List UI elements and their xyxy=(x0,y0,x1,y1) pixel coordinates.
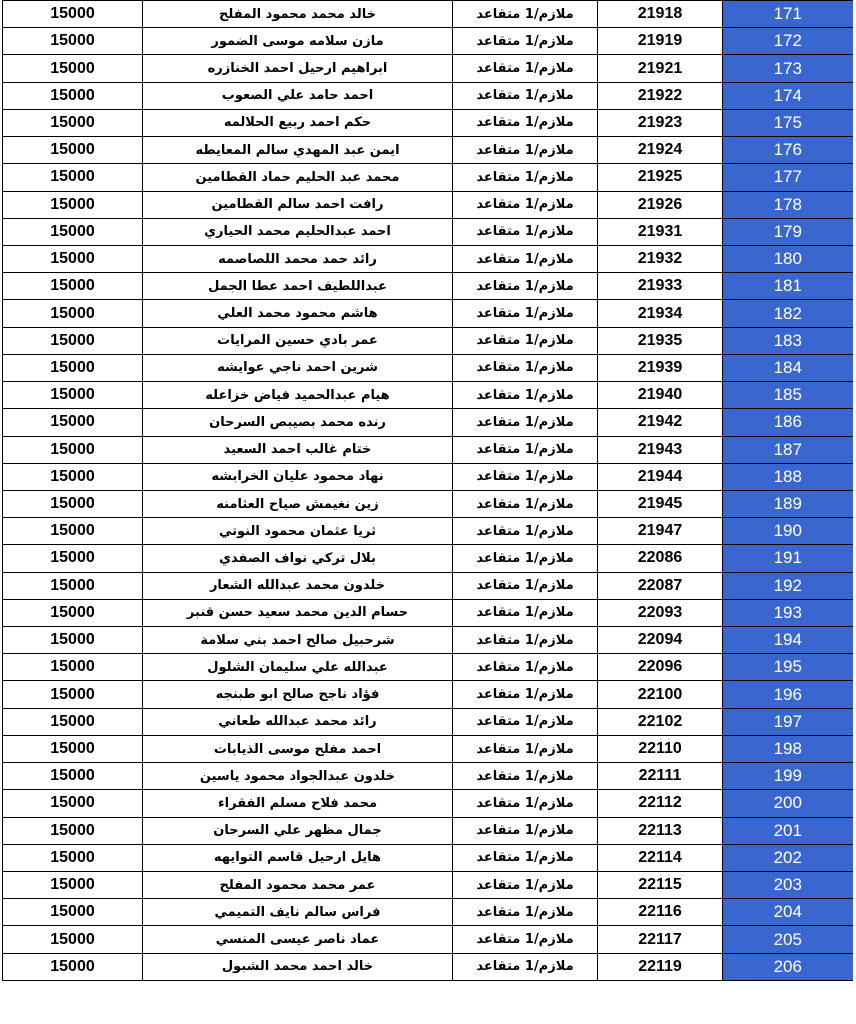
records-table xyxy=(2,0,853,981)
sequence-number-cell: 174 xyxy=(723,82,853,109)
table-row xyxy=(3,735,853,762)
code-cell: 21931 xyxy=(598,218,723,245)
sequence-number-cell: 201 xyxy=(723,817,853,844)
rank-cell: ملازم/1 متقاعد xyxy=(453,109,598,136)
amount-cell: 15000 xyxy=(3,708,143,735)
code-cell: 22113 xyxy=(598,817,723,844)
code-cell: 22114 xyxy=(598,844,723,871)
rank-cell: ملازم/1 متقاعد xyxy=(453,28,598,55)
rank-cell: ملازم/1 متقاعد xyxy=(453,599,598,626)
name-cell: احمد مفلح موسى الذيابات xyxy=(143,735,453,762)
code-cell: 22110 xyxy=(598,735,723,762)
amount-cell: 15000 xyxy=(3,844,143,871)
table-row xyxy=(3,763,853,790)
name-cell: رنده محمد بصيبص السرحان xyxy=(143,409,453,436)
records-table-body xyxy=(3,1,853,981)
sequence-number-cell: 173 xyxy=(723,55,853,82)
sequence-number-cell: 194 xyxy=(723,627,853,654)
rank-cell: ملازم/1 متقاعد xyxy=(453,735,598,762)
amount-cell: 15000 xyxy=(3,273,143,300)
code-cell: 22111 xyxy=(598,763,723,790)
rank-cell: ملازم/1 متقاعد xyxy=(453,490,598,517)
name-cell: احمد حامد علي الصعوب xyxy=(143,82,453,109)
amount-cell: 15000 xyxy=(3,82,143,109)
sequence-number-cell: 171 xyxy=(723,1,853,28)
sequence-number-cell: 177 xyxy=(723,164,853,191)
name-cell: خلدون عبدالجواد محمود ياسين xyxy=(143,763,453,790)
rank-cell: ملازم/1 متقاعد xyxy=(453,817,598,844)
sequence-number-cell: 185 xyxy=(723,382,853,409)
table-row xyxy=(3,844,853,871)
amount-cell: 15000 xyxy=(3,953,143,980)
amount-cell: 15000 xyxy=(3,55,143,82)
sequence-number-cell: 187 xyxy=(723,436,853,463)
name-cell: جمال مظهر علي السرحان xyxy=(143,817,453,844)
rank-cell: ملازم/1 متقاعد xyxy=(453,164,598,191)
rank-cell: ملازم/1 متقاعد xyxy=(453,899,598,926)
amount-cell: 15000 xyxy=(3,409,143,436)
rank-cell: ملازم/1 متقاعد xyxy=(453,953,598,980)
rank-cell: ملازم/1 متقاعد xyxy=(453,191,598,218)
table-row xyxy=(3,245,853,272)
rank-cell: ملازم/1 متقاعد xyxy=(453,137,598,164)
rank-cell: ملازم/1 متقاعد xyxy=(453,926,598,953)
rank-cell: ملازم/1 متقاعد xyxy=(453,545,598,572)
rank-cell: ملازم/1 متقاعد xyxy=(453,300,598,327)
rank-cell: ملازم/1 متقاعد xyxy=(453,82,598,109)
rank-cell: ملازم/1 متقاعد xyxy=(453,273,598,300)
table-row xyxy=(3,109,853,136)
amount-cell: 15000 xyxy=(3,681,143,708)
table-row xyxy=(3,55,853,82)
sequence-number-cell: 179 xyxy=(723,218,853,245)
table-row xyxy=(3,273,853,300)
rank-cell: ملازم/1 متقاعد xyxy=(453,654,598,681)
code-cell: 21933 xyxy=(598,273,723,300)
sequence-number-cell: 192 xyxy=(723,572,853,599)
name-cell: عمر محمد محمود المفلح xyxy=(143,872,453,899)
amount-cell: 15000 xyxy=(3,191,143,218)
name-cell: هاشم محمود محمد العلي xyxy=(143,300,453,327)
code-cell: 22093 xyxy=(598,599,723,626)
name-cell: حكم احمد ربيع الحلالمه xyxy=(143,109,453,136)
table-row xyxy=(3,191,853,218)
table-row xyxy=(3,300,853,327)
table-row xyxy=(3,354,853,381)
table-row xyxy=(3,137,853,164)
code-cell: 22112 xyxy=(598,790,723,817)
code-cell: 22119 xyxy=(598,953,723,980)
table-row xyxy=(3,1,853,28)
sequence-number-cell: 203 xyxy=(723,872,853,899)
code-cell: 21945 xyxy=(598,490,723,517)
amount-cell: 15000 xyxy=(3,327,143,354)
table-row xyxy=(3,545,853,572)
rank-cell: ملازم/1 متقاعد xyxy=(453,763,598,790)
name-cell: مازن سلامه موسى الضمور xyxy=(143,28,453,55)
amount-cell: 15000 xyxy=(3,245,143,272)
rank-cell: ملازم/1 متقاعد xyxy=(453,844,598,871)
rank-cell: ملازم/1 متقاعد xyxy=(453,55,598,82)
code-cell: 21924 xyxy=(598,137,723,164)
sequence-number-cell: 198 xyxy=(723,735,853,762)
code-cell: 21922 xyxy=(598,82,723,109)
code-cell: 21925 xyxy=(598,164,723,191)
sequence-number-cell: 206 xyxy=(723,953,853,980)
code-cell: 21919 xyxy=(598,28,723,55)
code-cell: 21926 xyxy=(598,191,723,218)
code-cell: 21940 xyxy=(598,382,723,409)
amount-cell: 15000 xyxy=(3,817,143,844)
name-cell: زين نغيمش صياح العثامنه xyxy=(143,490,453,517)
code-cell: 21942 xyxy=(598,409,723,436)
rank-cell: ملازم/1 متقاعد xyxy=(453,382,598,409)
name-cell: حسام الدين محمد سعيد حسن قنبر xyxy=(143,599,453,626)
sequence-number-cell: 175 xyxy=(723,109,853,136)
sequence-number-cell: 184 xyxy=(723,354,853,381)
name-cell: خلدون محمد عبدالله الشعار xyxy=(143,572,453,599)
sequence-number-cell: 182 xyxy=(723,300,853,327)
code-cell: 21947 xyxy=(598,518,723,545)
name-cell: محمد عبد الحليم حماد القطامين xyxy=(143,164,453,191)
name-cell: رافت احمد سالم القطامين xyxy=(143,191,453,218)
amount-cell: 15000 xyxy=(3,627,143,654)
sequence-number-cell: 199 xyxy=(723,763,853,790)
sequence-number-cell: 200 xyxy=(723,790,853,817)
table-row xyxy=(3,164,853,191)
rank-cell: ملازم/1 متقاعد xyxy=(453,872,598,899)
table-row xyxy=(3,327,853,354)
amount-cell: 15000 xyxy=(3,436,143,463)
name-cell: ختام غالب احمد السعيد xyxy=(143,436,453,463)
name-cell: عماد ناصر عيسى المنسي xyxy=(143,926,453,953)
name-cell: شرين احمد ناجي عوايشه xyxy=(143,354,453,381)
name-cell: عمر بادي حسين المرايات xyxy=(143,327,453,354)
table-row xyxy=(3,382,853,409)
code-cell: 21932 xyxy=(598,245,723,272)
name-cell: ابراهيم ارحيل احمد الخنازره xyxy=(143,55,453,82)
table-row xyxy=(3,926,853,953)
amount-cell: 15000 xyxy=(3,872,143,899)
code-cell: 22115 xyxy=(598,872,723,899)
code-cell: 22116 xyxy=(598,899,723,926)
table-row xyxy=(3,490,853,517)
table-row xyxy=(3,572,853,599)
name-cell: خالد محمد محمود المفلح xyxy=(143,1,453,28)
sequence-number-cell: 183 xyxy=(723,327,853,354)
rank-cell: ملازم/1 متقاعد xyxy=(453,1,598,28)
name-cell: رائد محمد عبدالله طعاني xyxy=(143,708,453,735)
sequence-number-cell: 189 xyxy=(723,490,853,517)
amount-cell: 15000 xyxy=(3,463,143,490)
rank-cell: ملازم/1 متقاعد xyxy=(453,436,598,463)
sequence-number-cell: 191 xyxy=(723,545,853,572)
table-row xyxy=(3,436,853,463)
amount-cell: 15000 xyxy=(3,572,143,599)
code-cell: 21934 xyxy=(598,300,723,327)
amount-cell: 15000 xyxy=(3,28,143,55)
name-cell: عبدالله علي سليمان الشلول xyxy=(143,654,453,681)
table-row xyxy=(3,627,853,654)
table-row xyxy=(3,708,853,735)
sequence-number-cell: 204 xyxy=(723,899,853,926)
code-cell: 21921 xyxy=(598,55,723,82)
table-row xyxy=(3,817,853,844)
amount-cell: 15000 xyxy=(3,218,143,245)
name-cell: فؤاد ناجح صالح ابو طبنجه xyxy=(143,681,453,708)
sequence-number-cell: 186 xyxy=(723,409,853,436)
name-cell: فراس سالم نايف التميمي xyxy=(143,899,453,926)
sequence-number-cell: 196 xyxy=(723,681,853,708)
code-cell: 22087 xyxy=(598,572,723,599)
code-cell: 21918 xyxy=(598,1,723,28)
table-row xyxy=(3,599,853,626)
amount-cell: 15000 xyxy=(3,137,143,164)
sequence-number-cell: 205 xyxy=(723,926,853,953)
amount-cell: 15000 xyxy=(3,763,143,790)
sequence-number-cell: 202 xyxy=(723,844,853,871)
table-row xyxy=(3,790,853,817)
table-row xyxy=(3,82,853,109)
code-cell: 21939 xyxy=(598,354,723,381)
amount-cell: 15000 xyxy=(3,735,143,762)
code-cell: 22102 xyxy=(598,708,723,735)
code-cell: 22117 xyxy=(598,926,723,953)
rank-cell: ملازم/1 متقاعد xyxy=(453,218,598,245)
sequence-number-cell: 197 xyxy=(723,708,853,735)
code-cell: 21944 xyxy=(598,463,723,490)
amount-cell: 15000 xyxy=(3,1,143,28)
name-cell: هيام عبدالحميد فياض خزاعله xyxy=(143,382,453,409)
amount-cell: 15000 xyxy=(3,599,143,626)
amount-cell: 15000 xyxy=(3,354,143,381)
amount-cell: 15000 xyxy=(3,899,143,926)
table-row xyxy=(3,872,853,899)
code-cell: 22100 xyxy=(598,681,723,708)
name-cell: هايل ارحيل قاسم التوايهه xyxy=(143,844,453,871)
amount-cell: 15000 xyxy=(3,109,143,136)
amount-cell: 15000 xyxy=(3,300,143,327)
code-cell: 22086 xyxy=(598,545,723,572)
sequence-number-cell: 188 xyxy=(723,463,853,490)
name-cell: نهاد محمود عليان الخرابشه xyxy=(143,463,453,490)
name-cell: عبداللطيف احمد عطا الجمل xyxy=(143,273,453,300)
amount-cell: 15000 xyxy=(3,382,143,409)
code-cell: 21943 xyxy=(598,436,723,463)
table-row xyxy=(3,654,853,681)
code-cell: 21935 xyxy=(598,327,723,354)
rank-cell: ملازم/1 متقاعد xyxy=(453,354,598,381)
table-row xyxy=(3,681,853,708)
name-cell: رائد حمد محمد اللصاصمه xyxy=(143,245,453,272)
name-cell: محمد فلاح مسلم الفقراء xyxy=(143,790,453,817)
rank-cell: ملازم/1 متقاعد xyxy=(453,790,598,817)
rank-cell: ملازم/1 متقاعد xyxy=(453,681,598,708)
sequence-number-cell: 180 xyxy=(723,245,853,272)
sequence-number-cell: 195 xyxy=(723,654,853,681)
table-row xyxy=(3,28,853,55)
name-cell: ثريا عثمان محمود النوتي xyxy=(143,518,453,545)
name-cell: احمد عبدالحليم محمد الحياري xyxy=(143,218,453,245)
name-cell: بلال تركي نواف الصفدي xyxy=(143,545,453,572)
code-cell: 21923 xyxy=(598,109,723,136)
rank-cell: ملازم/1 متقاعد xyxy=(453,327,598,354)
code-cell: 22096 xyxy=(598,654,723,681)
table-row xyxy=(3,518,853,545)
code-cell: 22094 xyxy=(598,627,723,654)
sequence-number-cell: 176 xyxy=(723,137,853,164)
rank-cell: ملازم/1 متقاعد xyxy=(453,463,598,490)
table-row xyxy=(3,953,853,980)
rank-cell: ملازم/1 متقاعد xyxy=(453,518,598,545)
sequence-number-cell: 190 xyxy=(723,518,853,545)
sequence-number-cell: 193 xyxy=(723,599,853,626)
sequence-number-cell: 172 xyxy=(723,28,853,55)
sequence-number-cell: 178 xyxy=(723,191,853,218)
amount-cell: 15000 xyxy=(3,654,143,681)
name-cell: شرحبيل صالح احمد بني سلامة xyxy=(143,627,453,654)
amount-cell: 15000 xyxy=(3,790,143,817)
amount-cell: 15000 xyxy=(3,490,143,517)
table-row xyxy=(3,409,853,436)
table-row xyxy=(3,218,853,245)
amount-cell: 15000 xyxy=(3,545,143,572)
rank-cell: ملازم/1 متقاعد xyxy=(453,627,598,654)
rank-cell: ملازم/1 متقاعد xyxy=(453,245,598,272)
amount-cell: 15000 xyxy=(3,926,143,953)
name-cell: خالد احمد محمد الشبول xyxy=(143,953,453,980)
rank-cell: ملازم/1 متقاعد xyxy=(453,409,598,436)
rank-cell: ملازم/1 متقاعد xyxy=(453,708,598,735)
sequence-number-cell: 181 xyxy=(723,273,853,300)
table-row xyxy=(3,899,853,926)
table-row xyxy=(3,463,853,490)
amount-cell: 15000 xyxy=(3,518,143,545)
amount-cell: 15000 xyxy=(3,164,143,191)
rank-cell: ملازم/1 متقاعد xyxy=(453,572,598,599)
name-cell: ايمن عبد المهدي سالم المعايطه xyxy=(143,137,453,164)
